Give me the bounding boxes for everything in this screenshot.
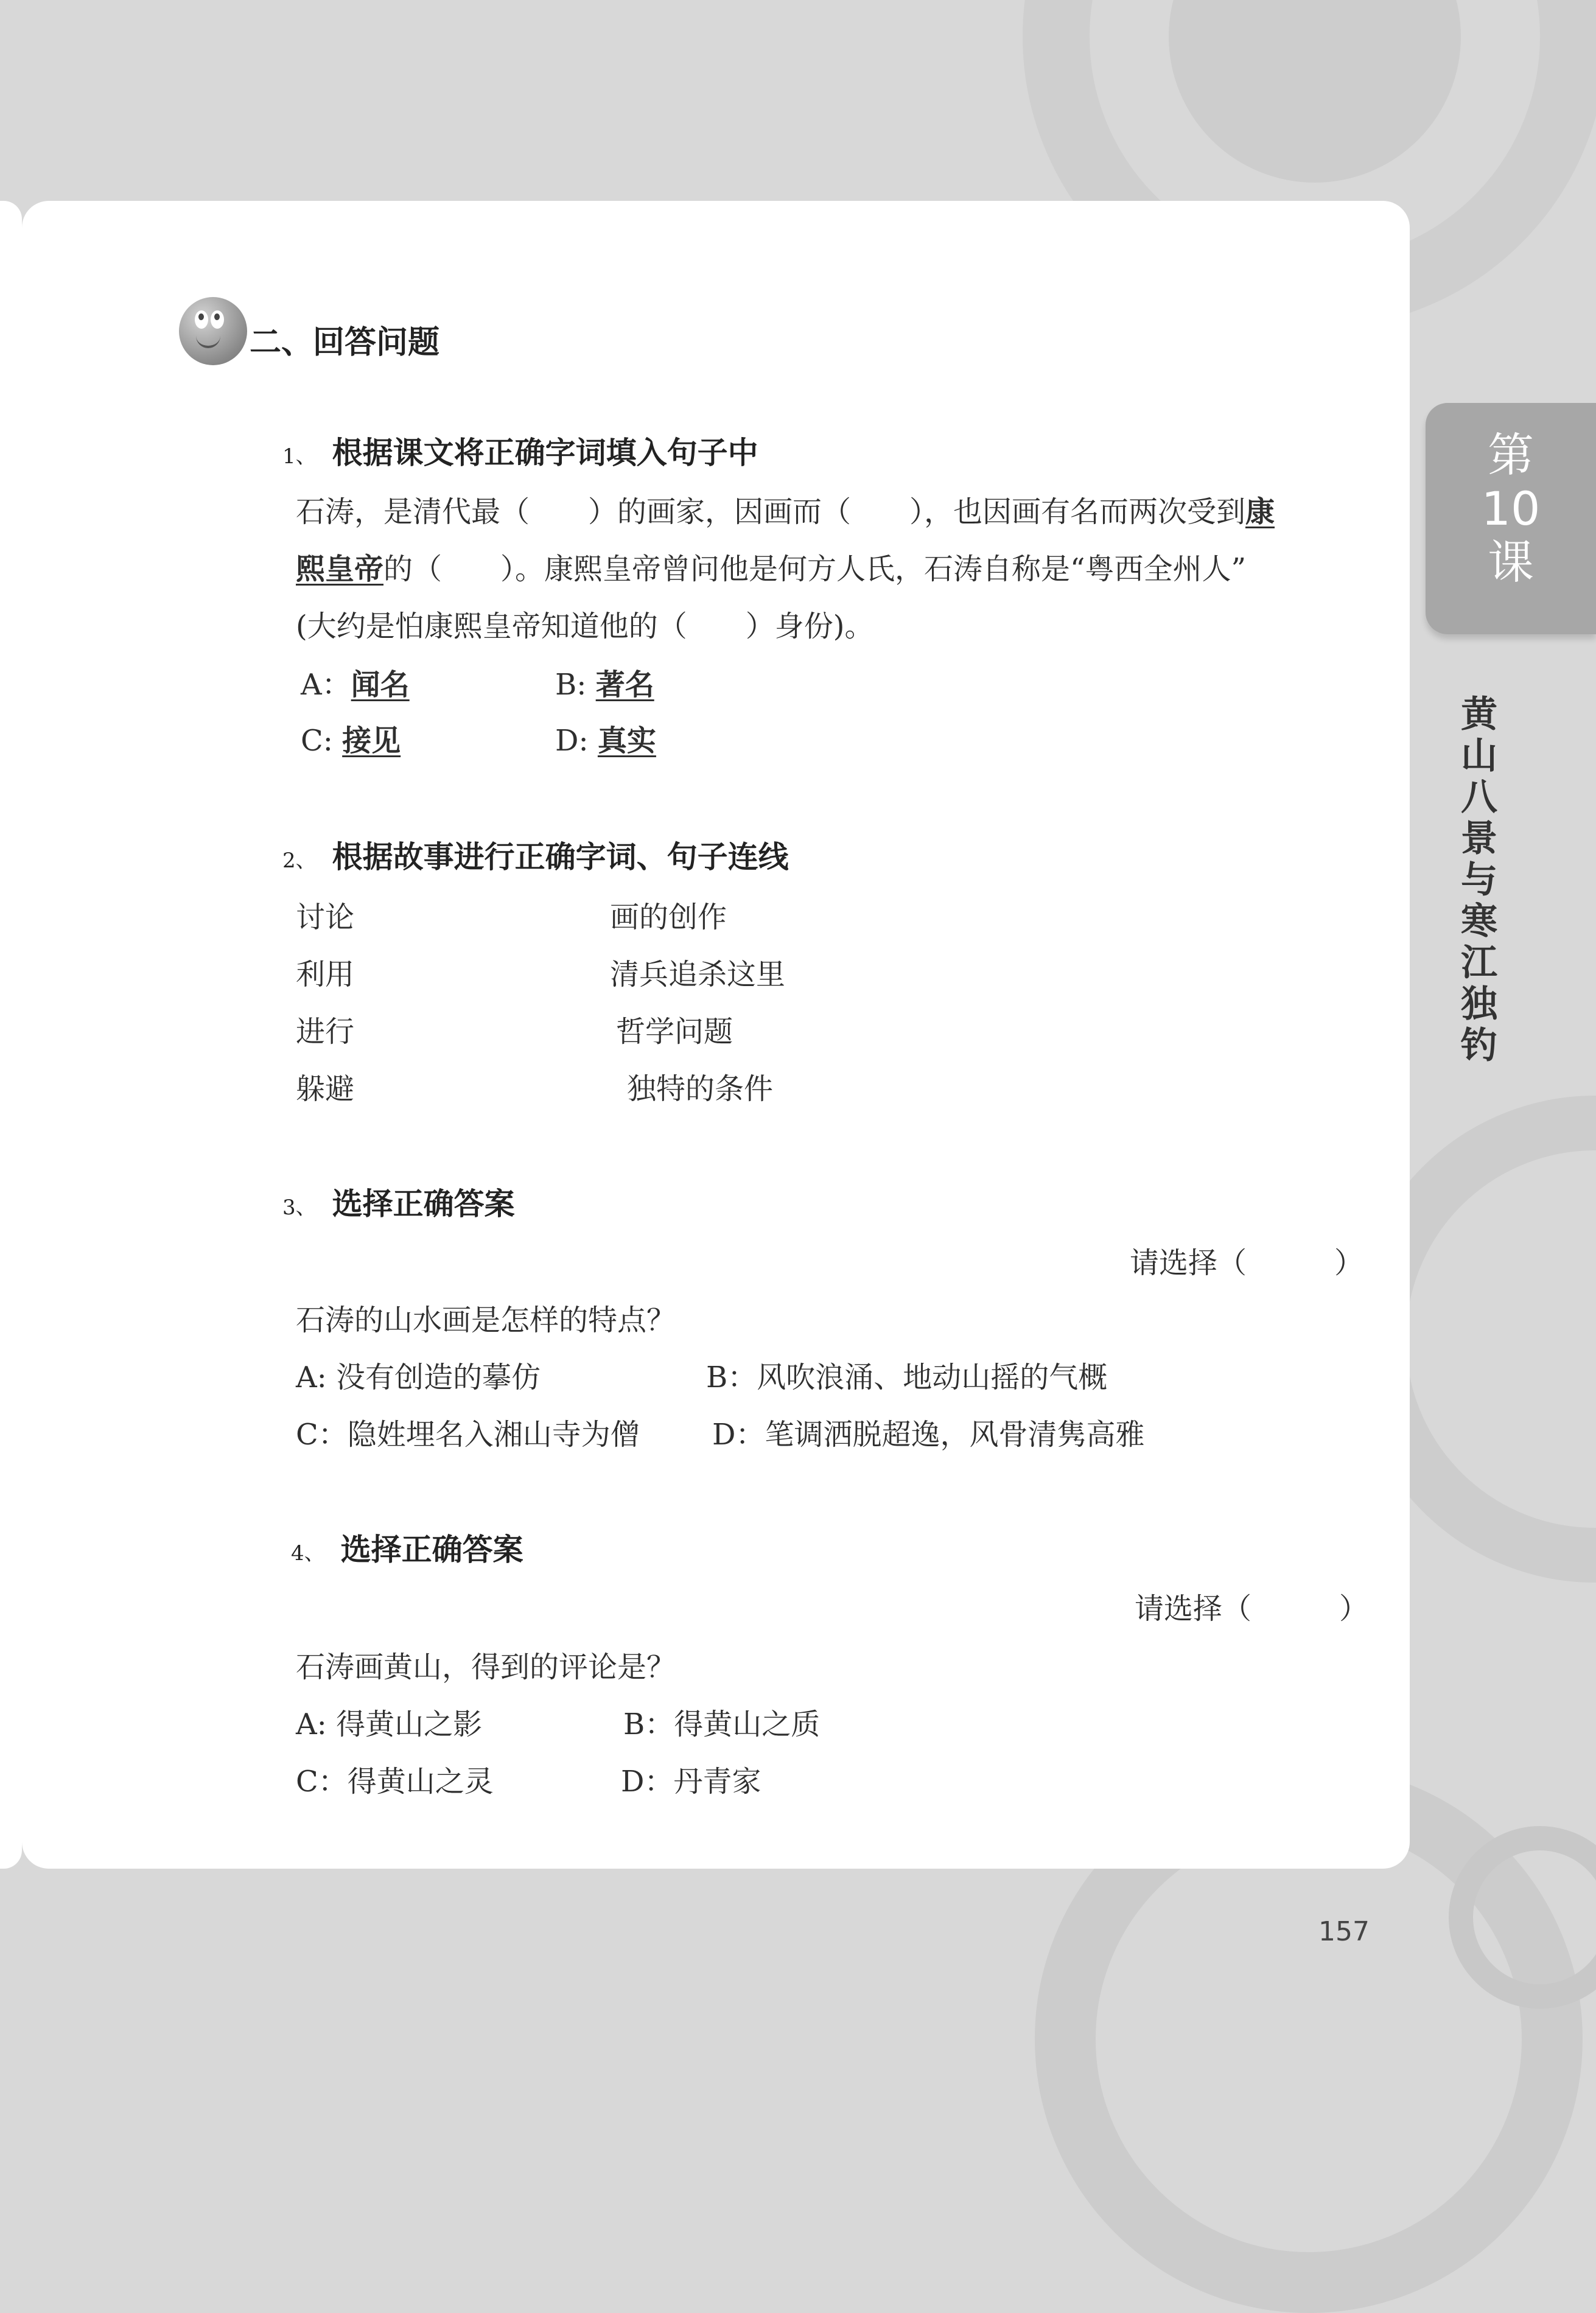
q2-right-item: 独特的条件 [627,1072,774,1106]
q1-line-2 [296,545,1246,587]
q3-option-b: B：风吹浪涌、地动山摇的气概 [706,1360,1108,1394]
q4-answer-blank[interactable]: 请选择（ ） [1135,1592,1369,1626]
q3-question: 石涛的山水画是怎样的特点？ [296,1303,676,1337]
q2-left-item: 躲避 [296,1072,355,1106]
q4-question: 石涛画黄山，得到的评论是？ [296,1650,676,1684]
q1-underlined-word: 熙皇帝 [296,552,384,586]
option-word: 著名 [595,668,654,702]
q1-line-1 [296,488,1275,530]
q1-heading [282,429,758,472]
option-prefix: B: [555,668,596,702]
lesson-side-title [1449,694,1510,1066]
lesson-tab [1426,403,1596,634]
side-title-char: 江 [1461,942,1497,984]
side-title-char: 独 [1461,983,1497,1026]
q3-title: 选择正确答案 [332,1186,515,1222]
side-title-char: 景 [1461,817,1497,860]
q2-left-item: 进行 [296,1015,355,1049]
q1-option-b [555,661,654,703]
q3-answer-blank[interactable]: 请选择（ ） [1130,1246,1364,1280]
background-ring-bottom-small [1449,1826,1596,2009]
q1-option-d [555,717,656,759]
option-word: 闻名 [351,668,410,702]
option-word: 真实 [597,724,656,758]
option-word: 接见 [342,724,401,758]
q4-title: 选择正确答案 [340,1532,523,1567]
lesson-number: 10 [1481,481,1541,536]
q4-option-c: C：得黄山之灵 [296,1765,494,1799]
side-title-char: 八 [1461,776,1497,819]
q1-title: 根据课文将正确字词填入句子中 [332,435,758,471]
q3-option-d: D：笔调洒脱超逸，风骨清隽高雅 [712,1418,1145,1452]
lesson-tab-prefix: 第 [1488,428,1534,482]
q2-left-item: 利用 [296,957,355,992]
option-prefix: C: [301,724,343,758]
page-number: 157 [1318,1916,1370,1947]
q4-option-d: D：丹青家 [621,1765,761,1799]
q1-number: 1、 [282,444,317,469]
lesson-tab-suffix: 课 [1488,535,1534,589]
q1-option-c [301,717,401,759]
q3-option-c: C：隐姓埋名入湘山寺为僧 [296,1418,640,1452]
section-title: 二、回答问题 [250,324,440,361]
q3-option-a: A: 没有创造的摹仿 [296,1360,541,1394]
q2-right-item: 画的创作 [610,900,727,934]
side-title-char: 钓 [1461,1024,1497,1067]
q2-left-item: 讨论 [296,900,355,934]
q3-number: 3、 [282,1195,317,1220]
q2-number: 2、 [282,849,317,873]
q3-heading [282,1180,515,1223]
q1-line-3: (大约是怕康熙皇帝知道他的（ ）身份)。 [296,609,874,643]
q1-line-1-text: 石涛，是清代最（ ）的画家，因画而（ ），也因画有名而两次受到 [296,495,1246,529]
option-prefix: D: [555,724,598,758]
background-ring-top-inner [1169,0,1461,183]
side-title-char: 与 [1461,859,1497,901]
q1-line-2-text: 的（ ）。康熙皇帝曾问他是何方人氏，石涛自称是“粤西全州人” [383,552,1247,586]
smiley-icon [179,297,247,365]
q4-option-b: B：得黄山之质 [623,1707,821,1741]
side-title-char: 寒 [1461,900,1497,943]
q1-option-a [301,661,410,703]
q4-number: 4、 [291,1541,325,1566]
option-prefix: A： [301,668,351,702]
q2-title: 根据故事进行正确字词、句子连线 [332,839,789,875]
side-title-char: 黄 [1461,693,1497,736]
side-title-char: 山 [1461,735,1497,777]
q2-right-item: 清兵追杀这里 [610,957,786,992]
q4-heading [291,1525,523,1569]
q4-option-a: A: 得黄山之影 [296,1707,483,1741]
q2-right-item: 哲学问题 [616,1015,733,1049]
left-page-edge [0,201,22,1869]
q2-heading [282,833,789,877]
q1-underlined-word: 康 [1245,495,1275,529]
